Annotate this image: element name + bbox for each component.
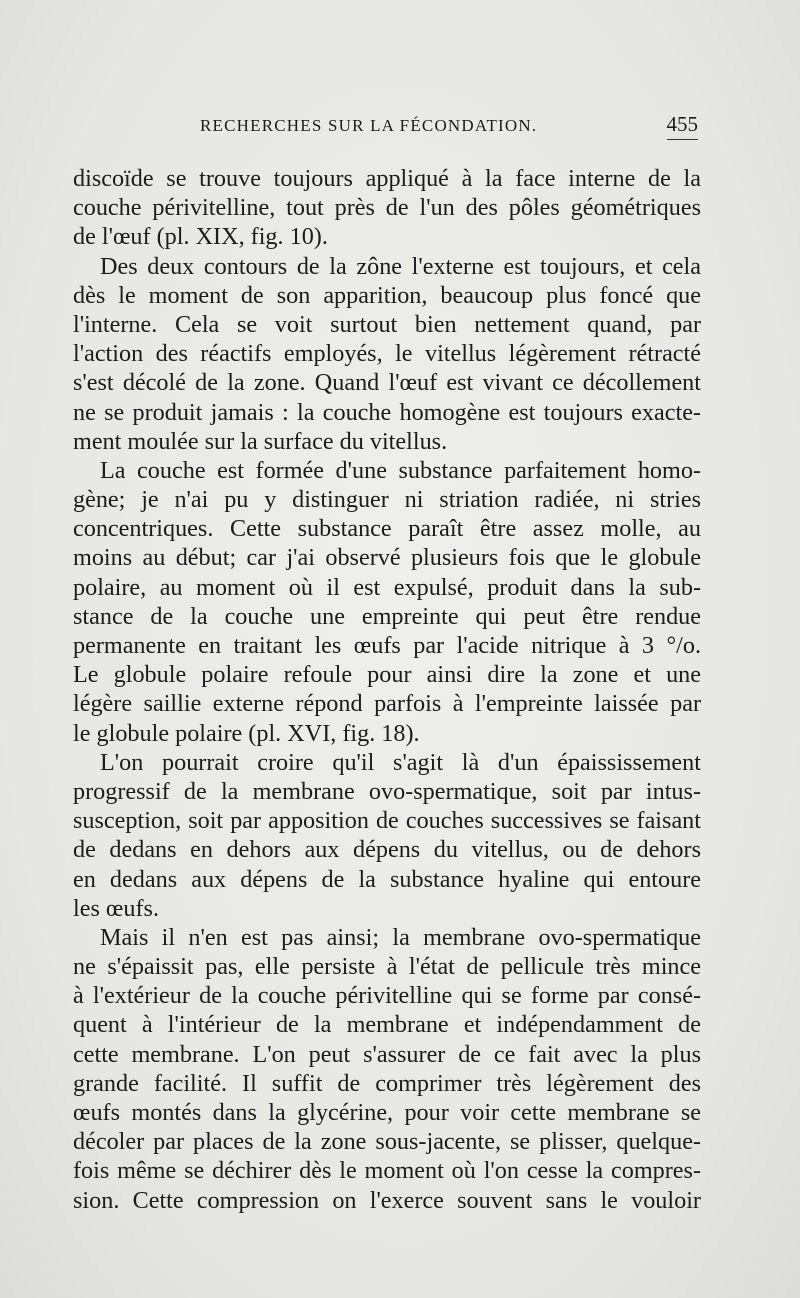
text-line: grande facilité. Il suffit de comprimer très légèrement des <box>73 1069 701 1097</box>
text-line: à l'extérieur de la couche périvitelline qui se forme par consé- <box>73 982 701 1010</box>
text-line: cette membrane. L'on peut s'assurer de ce fait avec la plus <box>73 1040 701 1068</box>
text-line: sion. Cette compression on l'exerce souvent sans le vouloir <box>73 1186 701 1214</box>
text-line: de l'œuf (pl. XIX, fig. 10). <box>73 223 328 251</box>
text-line: ne se produit jamais : la couche homogène est toujours exacte- <box>73 398 701 426</box>
page-number: 455 <box>667 112 699 140</box>
text-line: en dedans aux dépens de la substance hyaline qui entoure <box>73 865 701 893</box>
text-line: gène; je n'ai pu y distinguer ni striation radiée, ni stries <box>73 486 701 514</box>
text-line: susception, soit par apposition de couches successives se faisant <box>73 807 701 835</box>
text-line: dès le moment de son apparition, beaucoup plus foncé que <box>73 281 701 309</box>
text-line: L'on pourrait croire qu'il s'agit là d'un épaississement <box>100 748 701 776</box>
text-line: progressif de la membrane ovo-spermatique, soit par intus- <box>73 777 701 805</box>
text-line: le globule polaire (pl. XVI, fig. 18). <box>73 719 420 747</box>
text-line: permanente en traitant les œufs par l'acide nitrique à 3 °/o. <box>73 632 701 659</box>
text-line: quent à l'intérieur de la membrane et indépendamment de <box>73 1011 701 1039</box>
text-line: de dedans en dehors aux dépens du vitellus, ou de dehors <box>73 836 701 864</box>
text-line: les œufs. <box>73 894 159 922</box>
text-line: Des deux contours de la zône l'externe est toujours, et cela <box>100 252 701 280</box>
text-line: couche périvitelline, tout près de l'un des pôles géométriques <box>73 194 701 222</box>
text-line: fois même se déchirer dès le moment où l'on cesse la compres- <box>73 1157 701 1185</box>
text-line: stance de la couche une empreinte qui peut être rendue <box>73 602 701 630</box>
text-line: polaire, au moment où il est expulsé, produit dans la sub- <box>73 573 701 601</box>
text-line: légère saillie externe répond parfois à l'empreinte laissée par <box>73 690 701 718</box>
text-line: décoler par places de la zone sous-jacente, se plisser, quelque- <box>73 1128 701 1156</box>
text-line: l'action des réactifs employés, le vitellus légèrement rétracté <box>73 340 701 368</box>
text-line: Mais il n'en est pas ainsi; la membrane ovo-spermatique <box>100 923 701 951</box>
page-header <box>200 112 698 142</box>
text-line: moins au début; car j'ai observé plusieurs fois que le globule <box>73 544 701 572</box>
text-line: discoïde se trouve toujours appliqué à la face interne de la <box>73 165 701 192</box>
running-title: RECHERCHES SUR LA FÉCONDATION. <box>200 116 538 135</box>
text-line: La couche est formée d'une substance parfaitement homo- <box>100 456 701 484</box>
text-line: ment moulée sur la surface du vitellus. <box>73 427 448 455</box>
body-text <box>73 164 701 1215</box>
text-line: Le globule polaire refoule pour ainsi dire la zone et une <box>73 661 701 689</box>
text-line: ne s'épaissit pas, elle persiste à l'état de pellicule très mince <box>73 953 701 981</box>
text-line: l'interne. Cela se voit surtout bien nettement quand, par <box>73 310 701 338</box>
text-line: s'est décolé de la zone. Quand l'œuf est vivant ce décollement <box>73 369 701 397</box>
text-line: œufs montés dans la glycérine, pour voir cette membrane se <box>73 1099 701 1126</box>
text-line: concentriques. Cette substance paraît être assez molle, au <box>73 515 701 543</box>
